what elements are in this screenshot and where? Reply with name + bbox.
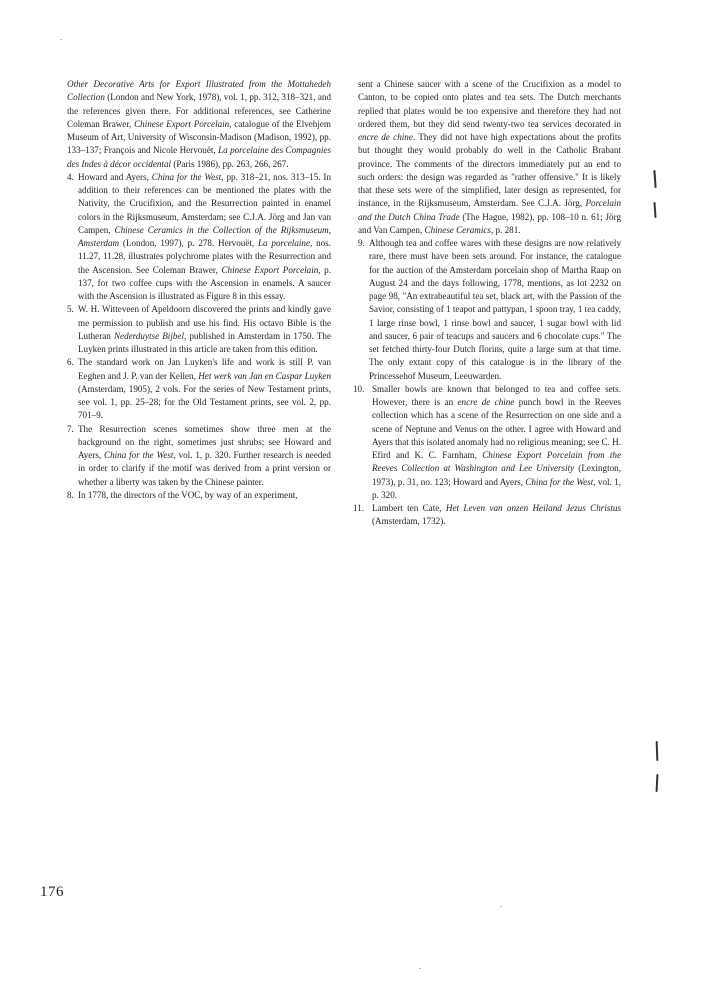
footnote xyxy=(67,356,331,422)
footnote xyxy=(358,237,621,383)
footnote-continuation xyxy=(358,78,621,237)
margin-mark xyxy=(656,741,658,761)
footnote xyxy=(67,489,331,502)
footnote-number: 7. xyxy=(67,423,74,434)
scan-speck xyxy=(419,968,421,969)
footnote-continuation xyxy=(67,78,331,171)
footnotes-right-column xyxy=(353,78,622,529)
footnote-number: 11. xyxy=(353,503,365,513)
footnote-number: 5. xyxy=(67,304,74,315)
footnote-number: 6. xyxy=(67,357,74,368)
footnote-text: Smaller bowls are known that belonged to tea and coffee sets. However, there is an encre de chine punch bowl in the Reeves collection which has a scene of the Resurrection on one side and a scene of Neptune and Venus on the other. I agree with Howard and Ayers that this isolated anomaly had no religious meaning; see C. H. Efird and K. C. Farnham, Chinese Export Porcelain from the Reeves Collection at Washington and Lee University (Lexington, 1973), p. 31, no. 123; Howard and Ayers, China for the West, vol. 1, p. 320. xyxy=(372,383,621,500)
footnote-number: 8. xyxy=(67,489,74,500)
footnote-number: 4. xyxy=(67,171,74,182)
footnote-number: 9. xyxy=(358,238,365,248)
footnotes-left-column xyxy=(67,78,331,502)
footnote-text: Howard and Ayers, China for the West, pp. 318–21, nos. 313–15. In addition to their references can be mentioned the plates with the Nativity, the Crucifixion, and the Resurrection painted in enamel colors in the Rijksmuseum, Amsterdam; see C.J.A. Jörg and Jan van Campen, Chinese Ceramics in the Collection of the Rijksmuseum, Amsterdam (London, 1997), p. 278. Hervouët, La porcelaine, nos. 11.27, 11.28, illustrates polychrome plates with the Resurrection and the Ascension. See Coleman Brawer, Chinese Export Porcelain, p. 137, for two coffee cups with the Ascension in enamels. A saucer with the Ascension is illustrated as Figure 8 in this essay. xyxy=(78,171,332,301)
footnote-text: In 1778, the directors of the VOC, by way of an experiment, xyxy=(78,489,298,500)
footnote-text: W. H. Witteveen of Apeldoorn discovered the prints and kindly gave me permission to publish and use his find. His octavo Bible is the Lutheran Nederduytse Bijbel, published in Amsterdam in 1750. The Luyken prints illustrated in this article are taken from this edition. xyxy=(78,304,331,354)
footnote-number: 10. xyxy=(353,383,365,394)
footnote-text: Other Decorative Arts for Export Illustrated from the Mottahedeh Collection (London and New York, 1978), vol. 1, pp. 312, 318–321, and the references given there. For additional references, see Catherine Coleman Brawer, Chinese Export Porcelain, catalogue of the Elvehjem Museum of Art, University of Wisconsin-Madison (Madison, 1992), pp. 133–137; François and Nicole Hervouët, La porcelaine des Compagnies des Indes à décor occidental (Paris 1986), pp. 263, 266, 267. xyxy=(67,79,331,169)
footnote-text: The Resurrection scenes sometimes show three men at the background on the right, sometimes just shrubs; see Howard and Ayers, China for the West, vol. 1, p. 320. Further research is needed in order to clarify if the motif was derived from a print version or whether a liberty was taken by the Chinese painter. xyxy=(78,423,331,487)
footnote-text: Lambert ten Cate, Het Leven van onzen Heiland Jezus Christus (Amsterdam, 1732). xyxy=(372,503,622,527)
footnote xyxy=(67,171,331,304)
footnote xyxy=(353,383,621,502)
margin-mark xyxy=(656,774,659,792)
footnote xyxy=(67,423,331,489)
footnote-text: The standard work on Jan Luyken's life and work is still P. van Eeghen and J. P. van der Kellen, Het werk van Jan en Caspar Luyken (Amsterdam, 1905), 2 vols. For the series of New Testament prints, see vol. 1, pp. 25–28; for the Old Testament prints, see vol. 2, pp. 701–9. xyxy=(78,357,331,421)
margin-mark xyxy=(653,202,656,218)
scan-speck xyxy=(500,906,502,907)
page-number: 176 xyxy=(40,884,64,900)
scan-speck xyxy=(60,39,62,40)
footnote xyxy=(67,303,331,356)
margin-mark xyxy=(653,170,656,188)
footnote xyxy=(353,502,622,529)
footnote-text: Although tea and coffee wares with these designs are now relatively rare, there must have been sets around. For instance, the catalogue for the auction of the Amsterdam porcelain shop of Martha Raap on August 24 and the days following, 1778, mentions, as lot 2232 on page 98, "An extrabeautiful tea set, black art, with the Passion of the Savior, consisting of 1 teapot and pattypan, 1 spoon tray, 1 tea caddy, 1 large rinse bowl, 1 rinse bowl and saucer, 1 sugar bowl with lid and saucer, 6 pair of teacups and saucers and 6 chocolate cups." The set fetched thirty-four Dutch florins, quite a large sum at that time. The only extant copy of this catalogue is in the library of the Princessehof Museum, Leeuwarden. xyxy=(369,238,621,381)
footnote-text: sent a Chinese saucer with a scene of the Crucifixion as a model to Canton, to be copied onto plates and tea sets. The Dutch merchants replied that plates would be too expensive and therefore they had not ordered them, but they did send twenty-two tea services decorated in encre de chine. They did not have high expectations about the profits but thought they would probably do well in the Catholic Brabant province. The comments of the directors immediately put an end to such orders: the design was regarded as "rather offensive." It is likely that these sets were of the simplified, later design as represented, for instance, in the Rijksmuseum, Amsterdam. See C.J.A. Jörg, Porcelain and the Dutch China Trade (The Hague, 1982), pp. 108–10 n. 61; Jörg and Van Campen, Chinese Ceramics, p. 281. xyxy=(358,79,622,235)
